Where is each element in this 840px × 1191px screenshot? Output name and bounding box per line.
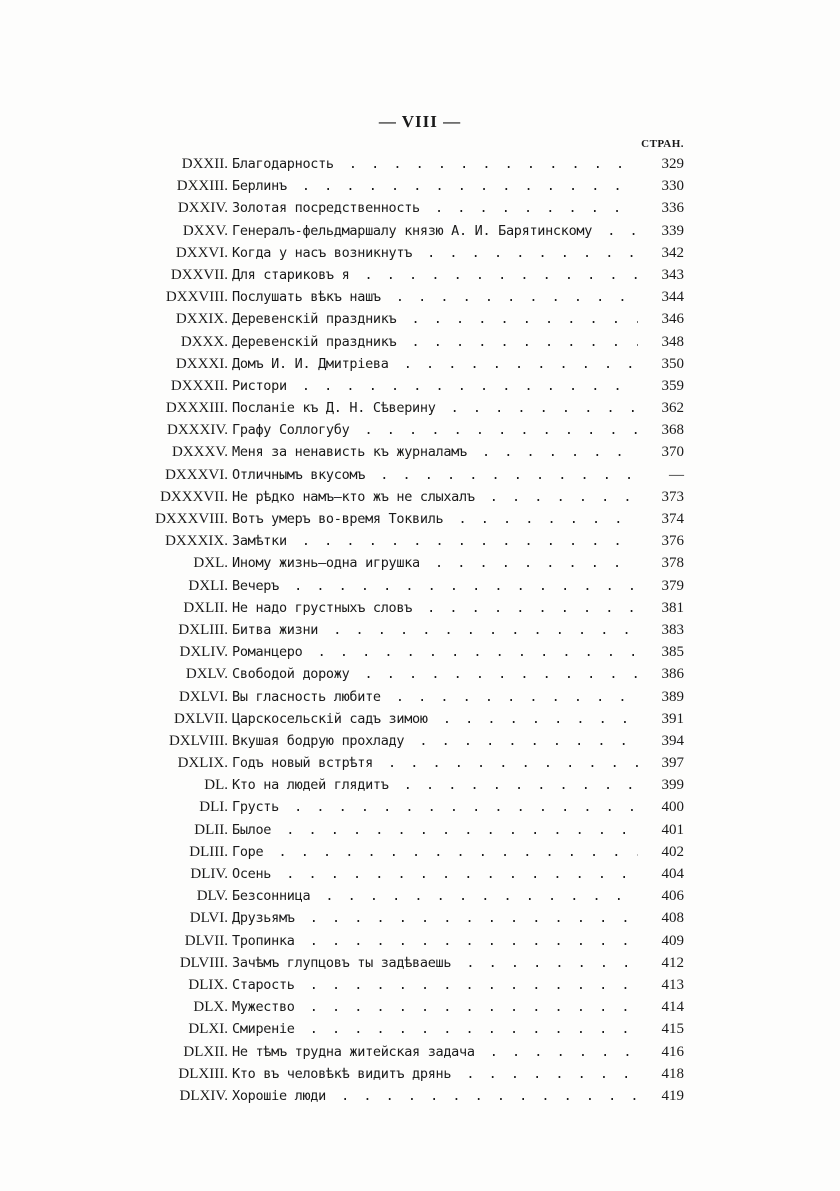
entry-number: DLVII. [184, 932, 228, 949]
entry-title: Берлинъ [232, 178, 291, 194]
toc-entry [0, 1041, 840, 1063]
entry-title: Вотъ умеръ во-время Токвиль [232, 511, 447, 527]
entry-page-number: 389 [638, 686, 684, 708]
entry-title: Посланіе къ Д. Н. Сѣверину [232, 400, 440, 416]
entry-title-line [232, 663, 638, 685]
entry-page-number: 402 [638, 841, 684, 863]
entry-title: Отличнымъ вкусомъ [232, 467, 369, 483]
entry-number: DXXXVI. [165, 466, 228, 483]
entry-title: Когда у насъ возникнутъ [232, 245, 416, 261]
page-column-label: СТРАН. [641, 138, 684, 150]
entry-title-line [232, 264, 638, 286]
entry-title-line [232, 464, 638, 486]
toc-entry [0, 530, 840, 552]
entry-title-line [232, 530, 638, 552]
entry-title-line [232, 796, 638, 818]
entry-number: DXXV. [182, 222, 228, 239]
toc-entry [0, 153, 840, 175]
entry-title: Генералъ-фельдмаршалу князю А. И. Барятинскому [232, 223, 596, 239]
entry-number: DLXIII. [178, 1065, 228, 1082]
entry-title: Тропинка [232, 933, 299, 949]
entry-number: DXLVI. [178, 688, 228, 705]
toc-entry [0, 619, 840, 641]
entry-title: Не надо грустныхъ словъ [232, 600, 416, 616]
entry-title: Золотая посредственность [232, 200, 424, 216]
entry-title: Меня за ненависть къ журналамъ [232, 444, 471, 460]
entry-title: Грусть [232, 799, 283, 815]
entry-page-number: 343 [638, 264, 684, 286]
entry-page-number: 359 [638, 375, 684, 397]
toc-entry [0, 1063, 840, 1085]
entry-title: Хорошіе люди [232, 1088, 330, 1104]
entry-page-number: 406 [638, 885, 684, 907]
entry-title-line [232, 441, 638, 463]
toc-entry [0, 641, 840, 663]
entry-page-number: 348 [638, 331, 684, 353]
entry-title-line [232, 774, 638, 796]
entry-number: DXXX. [180, 333, 228, 350]
entry-page-number: 383 [638, 619, 684, 641]
toc-entry [0, 175, 840, 197]
entry-title-line [232, 1085, 638, 1107]
entry-title-line [232, 308, 638, 330]
entry-page-number: 386 [638, 663, 684, 685]
entry-page-number: 336 [638, 197, 684, 219]
toc-entry [0, 930, 840, 952]
entry-page-number: 397 [638, 752, 684, 774]
entry-title-line [232, 863, 638, 885]
toc-entry [0, 552, 840, 574]
toc-entry [0, 486, 840, 508]
entry-number: DXXXII. [170, 377, 228, 394]
entry-title: Безсонница [232, 888, 314, 904]
entry-page-number: 394 [638, 730, 684, 752]
entry-number: DLIV. [190, 866, 228, 882]
entry-number: DXXVI. [175, 244, 228, 261]
entry-title: Вы гласность любите [232, 689, 385, 705]
entry-title: Былое [232, 822, 275, 838]
entry-title-line [232, 242, 638, 264]
entry-number: DXLVIII. [168, 732, 228, 749]
entry-title-line [232, 331, 638, 353]
toc-entry [0, 597, 840, 619]
entry-page-number: 381 [638, 597, 684, 619]
entry-title-line [232, 952, 638, 974]
entry-title: Не тѣмъ трудна житейская задача [232, 1044, 479, 1060]
entry-title: Благодарность [232, 156, 338, 172]
toc-entry [0, 885, 840, 907]
entry-title: Битва жизни [232, 622, 322, 638]
entry-number: DXLVII. [173, 710, 228, 727]
entry-title-line [232, 197, 638, 219]
entry-number: DXLII. [183, 599, 228, 616]
entry-title: Вечеръ [232, 578, 283, 594]
entry-page-number: 330 [638, 175, 684, 197]
entry-number: DXXXIX. [165, 533, 228, 550]
entry-page-number: 346 [638, 308, 684, 330]
entry-number: DXXXVII. [160, 488, 228, 505]
entry-page-number: 414 [638, 996, 684, 1018]
entry-title-line [232, 730, 638, 752]
entry-page-number: 419 [638, 1085, 684, 1107]
entry-title: Романцеро [232, 644, 306, 660]
entry-page-number: 401 [638, 819, 684, 841]
entry-title: Горе [232, 844, 267, 860]
table-of-contents [0, 153, 840, 1107]
entry-number: DXXVII. [170, 266, 228, 283]
entry-title: Старость [232, 977, 299, 993]
entry-page-number: 415 [638, 1018, 684, 1040]
entry-title-line [232, 819, 638, 841]
toc-entry [0, 375, 840, 397]
entry-title: Ристори [232, 378, 291, 394]
entry-page-number: 409 [638, 930, 684, 952]
toc-entry [0, 708, 840, 730]
entry-title: Кто на людей глядитъ [232, 777, 393, 793]
entry-number: DXLIV. [179, 644, 228, 661]
entry-title-line [232, 841, 638, 863]
entry-page-number: 385 [638, 641, 684, 663]
entry-page-number: 368 [638, 419, 684, 441]
entry-number: DLVI. [189, 910, 228, 927]
entry-page-number: 416 [638, 1041, 684, 1063]
entry-title-line [232, 1041, 638, 1063]
entry-number: DL. [204, 777, 228, 794]
entry-page-number: 391 [638, 708, 684, 730]
entry-number: DXXVIII. [165, 289, 228, 306]
entry-title: Не рѣдко намъ—кто жъ не слыхалъ [232, 489, 479, 505]
entry-title: Мужество [232, 999, 299, 1015]
toc-entry [0, 242, 840, 264]
toc-entry [0, 508, 840, 530]
entry-page-number: — [638, 464, 684, 486]
entry-page-number: 413 [638, 974, 684, 996]
entry-number: DLXIV. [179, 1087, 228, 1104]
entry-page-number: 378 [638, 552, 684, 574]
toc-entry [0, 796, 840, 818]
entry-title-line [232, 619, 638, 641]
entry-title: Смиреніе [232, 1021, 299, 1037]
toc-entry [0, 774, 840, 796]
entry-number: DXLI. [188, 577, 228, 594]
entry-title-line [232, 752, 638, 774]
entry-title-line [232, 552, 638, 574]
entry-title-line [232, 974, 638, 996]
toc-entry [0, 308, 840, 330]
entry-number: DXXIX. [175, 311, 228, 328]
entry-number: DXLIII. [178, 621, 228, 638]
entry-number: DXLV. [185, 666, 228, 683]
entry-title: Вкушая бодрую прохладу [232, 733, 408, 749]
entry-page-number: 339 [638, 220, 684, 242]
entry-title-line [232, 641, 638, 663]
entry-number: DLX. [193, 999, 228, 1016]
entry-title-line [232, 486, 638, 508]
entry-title-line [232, 597, 638, 619]
entry-number: DXXIV. [177, 200, 228, 217]
entry-number: DLVIII. [179, 954, 228, 971]
toc-entry [0, 220, 840, 242]
entry-number: DLI. [199, 799, 228, 816]
entry-number: DLXI. [188, 1021, 228, 1038]
entry-title: Деревенскій праздникъ [232, 334, 400, 350]
entry-page-number: 404 [638, 863, 684, 885]
entry-page-number: 342 [638, 242, 684, 264]
entry-title: Друзьямъ [232, 910, 299, 926]
entry-title: Деревенскій праздникъ [232, 311, 400, 327]
toc-entry [0, 819, 840, 841]
toc-entry [0, 974, 840, 996]
toc-entry [0, 863, 840, 885]
entry-number: DXXXIV. [167, 422, 228, 439]
entry-title-line [232, 419, 638, 441]
entry-number: DLXII. [183, 1043, 228, 1060]
entry-page-number: 373 [638, 486, 684, 508]
entry-title: Иному жизнь—одна игрушка [232, 555, 424, 571]
entry-title: Годъ новый встрѣтя [232, 755, 377, 771]
entry-number: DLV. [196, 888, 228, 905]
toc-entry [0, 197, 840, 219]
entry-title: Домъ И. И. Дмитріева [232, 356, 393, 372]
toc-entry [0, 1018, 840, 1040]
toc-entry [0, 419, 840, 441]
entry-title-line [232, 397, 638, 419]
entry-page-number: 362 [638, 397, 684, 419]
entry-title-line [232, 1018, 638, 1040]
entry-title: Осень [232, 866, 275, 882]
entry-title: Послушать вѣкъ нашъ [232, 289, 385, 305]
entry-number: DXXII. [181, 156, 228, 172]
toc-entry [0, 663, 840, 685]
entry-number: DLIII. [189, 843, 228, 860]
entry-title-line [232, 575, 638, 597]
entry-title-line [232, 508, 638, 530]
toc-entry [0, 575, 840, 597]
entry-title-line [232, 1063, 638, 1085]
entry-title: Для стариковъ я [232, 267, 353, 283]
entry-page-number: 379 [638, 575, 684, 597]
entry-number: DLII. [194, 821, 228, 838]
entry-title-line [232, 907, 638, 929]
toc-entry [0, 952, 840, 974]
toc-entry [0, 907, 840, 929]
entry-number: DXXXIII. [165, 400, 228, 417]
entry-title: Царскосельскій садъ зимою [232, 711, 432, 727]
entry-title-line [232, 175, 638, 197]
entry-title-line [232, 686, 638, 708]
entry-title: Замѣтки [232, 533, 291, 549]
toc-entry [0, 464, 840, 486]
entry-page-number: 329 [638, 153, 684, 175]
entry-page-number: 412 [638, 952, 684, 974]
toc-entry [0, 441, 840, 463]
toc-entry [0, 841, 840, 863]
entry-page-number: 374 [638, 508, 684, 530]
entry-title-line [232, 220, 638, 242]
entry-page-number: 400 [638, 796, 684, 818]
toc-entry [0, 353, 840, 375]
entry-page-number: 376 [638, 530, 684, 552]
entry-number: DXXXI. [175, 355, 228, 372]
entry-title: Свободой дорожу [232, 666, 353, 682]
toc-entry [0, 996, 840, 1018]
entry-page-number: 408 [638, 907, 684, 929]
toc-entry [0, 286, 840, 308]
toc-entry [0, 397, 840, 419]
entry-page-number: 399 [638, 774, 684, 796]
entry-title: Графу Соллогубу [232, 422, 353, 438]
entry-page-number: 344 [638, 286, 684, 308]
entry-page-number: 418 [638, 1063, 684, 1085]
toc-entry [0, 264, 840, 286]
entry-title: Кто въ человѣкѣ видитъ дрянь [232, 1066, 455, 1082]
entry-title-line [232, 375, 638, 397]
toc-entry [0, 1085, 840, 1107]
entry-title-line [232, 153, 638, 175]
toc-entry [0, 686, 840, 708]
entry-title-line [232, 996, 638, 1018]
entry-title-line [232, 708, 638, 730]
entry-number: DXXIII. [176, 178, 228, 195]
toc-entry [0, 730, 840, 752]
entry-number: DXLIX. [177, 755, 228, 772]
entry-title-line [232, 353, 638, 375]
toc-entry [0, 331, 840, 353]
entry-number: DXXXV. [172, 444, 228, 461]
toc-entry [0, 752, 840, 774]
entry-title-line [232, 885, 638, 907]
entry-page-number: 370 [638, 441, 684, 463]
entry-title: Зачѣмъ глупцовъ ты задѣваешь [232, 955, 455, 971]
entry-title-line [232, 930, 638, 952]
entry-number: DXL. [193, 555, 228, 572]
entry-number: DLIX. [188, 976, 228, 993]
entry-title-line [232, 286, 638, 308]
entry-number: DXXXVIII. [155, 511, 228, 527]
entry-page-number: 350 [638, 353, 684, 375]
page-number-header: — VIII — [378, 112, 462, 131]
